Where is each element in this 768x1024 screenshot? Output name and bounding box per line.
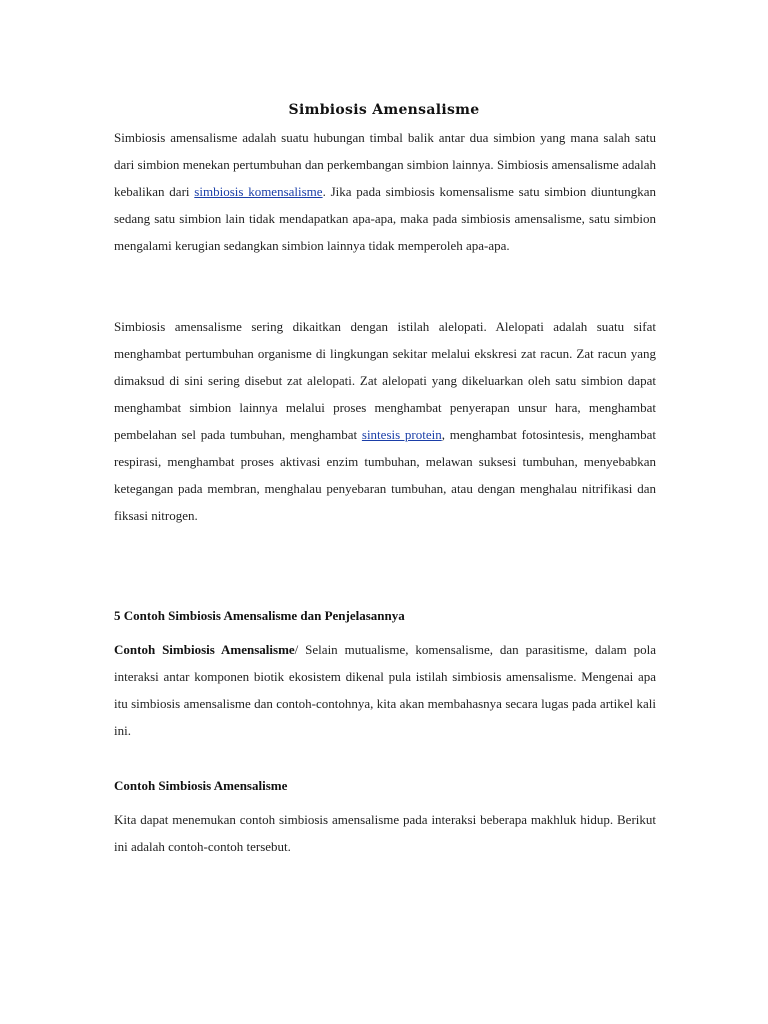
paragraph-text: Simbiosis amensalisme sering dikaitkan dengan istilah alelopati. Alelopati adalah suatu sifat menghambat pertumbuhan organisme di lingkungan sekitar melalui ekskresi zat racun. Zat racun yang dimaksud di sini sering disebut zat alelopati. Zat alelopati yang dikeluarkan oleh satu simbion dapat menghambat simbion lainnya melalui proses menghambat penyerapan unsur hara, menghambat pembelahan sel pada tumbuhan, menghambat: [114, 319, 656, 442]
section-heading-contoh: Contoh Simbiosis Amensalisme: [114, 778, 288, 793]
paragraph-intro: [114, 636, 656, 744]
paragraph-examples-intro: Kita dapat menemukan contoh simbiosis amensalisme pada interaksi beberapa makhluk hidup. Berikut ini adalah contoh-contoh tersebut.: [114, 812, 656, 854]
link-sintesis-protein[interactable]: sintesis protein: [361, 427, 442, 442]
section-heading-5-contoh: 5 Contoh Simbiosis Amensalisme dan Penjelasannya: [114, 608, 405, 623]
bold-lead-text: Contoh Simbiosis Amensalisme: [114, 642, 295, 657]
paragraph-text: , menghambat fotosintesis, menghambat respirasi, menghambat proses aktivasi enzim tumbuhan, melawan suksesi tumbuhan, menyebabkan ketegangan pada membran, menghalau penyebaran tumbuhan, atau dengan menghalau nitrifikasi dan fiksasi nitrogen.: [114, 427, 656, 523]
paragraph-alelopati: [114, 313, 656, 529]
paragraph-text: / Selain mutualisme, komensalisme, dan parasitisme, dalam pola interaksi antar komponen biotik ekosistem dikenal pula istilah simbiosis amensalisme. Mengenai apa itu simbiosis amensalisme dan contoh-contohnya, kita akan membahasnya secara lugas pada artikel kali ini.: [114, 642, 656, 738]
paragraph-text: . Jika pada simbiosis komensalisme satu simbion diuntungkan sedang satu simbion lain tidak mendapatkan apa-apa, maka pada simbiosis amensalisme, satu simbion mengalami kerugian sedangkan simbion lainnya tidak memperoleh apa-apa.: [114, 184, 657, 253]
link-simbiosis-komensalisme[interactable]: simbiosis komensalisme: [194, 184, 323, 199]
document-title: Simbiosis Amensalisme: [288, 102, 480, 118]
paragraph-definition: [114, 124, 656, 259]
paragraph-text: Simbiosis amensalisme adalah suatu hubungan timbal balik antar dua simbion yang mana salah satu dari simbion menekan pertumbuhan dan perkembangan simbion lainnya. Simbiosis amensalisme adalah kebalikan dari: [114, 130, 656, 199]
